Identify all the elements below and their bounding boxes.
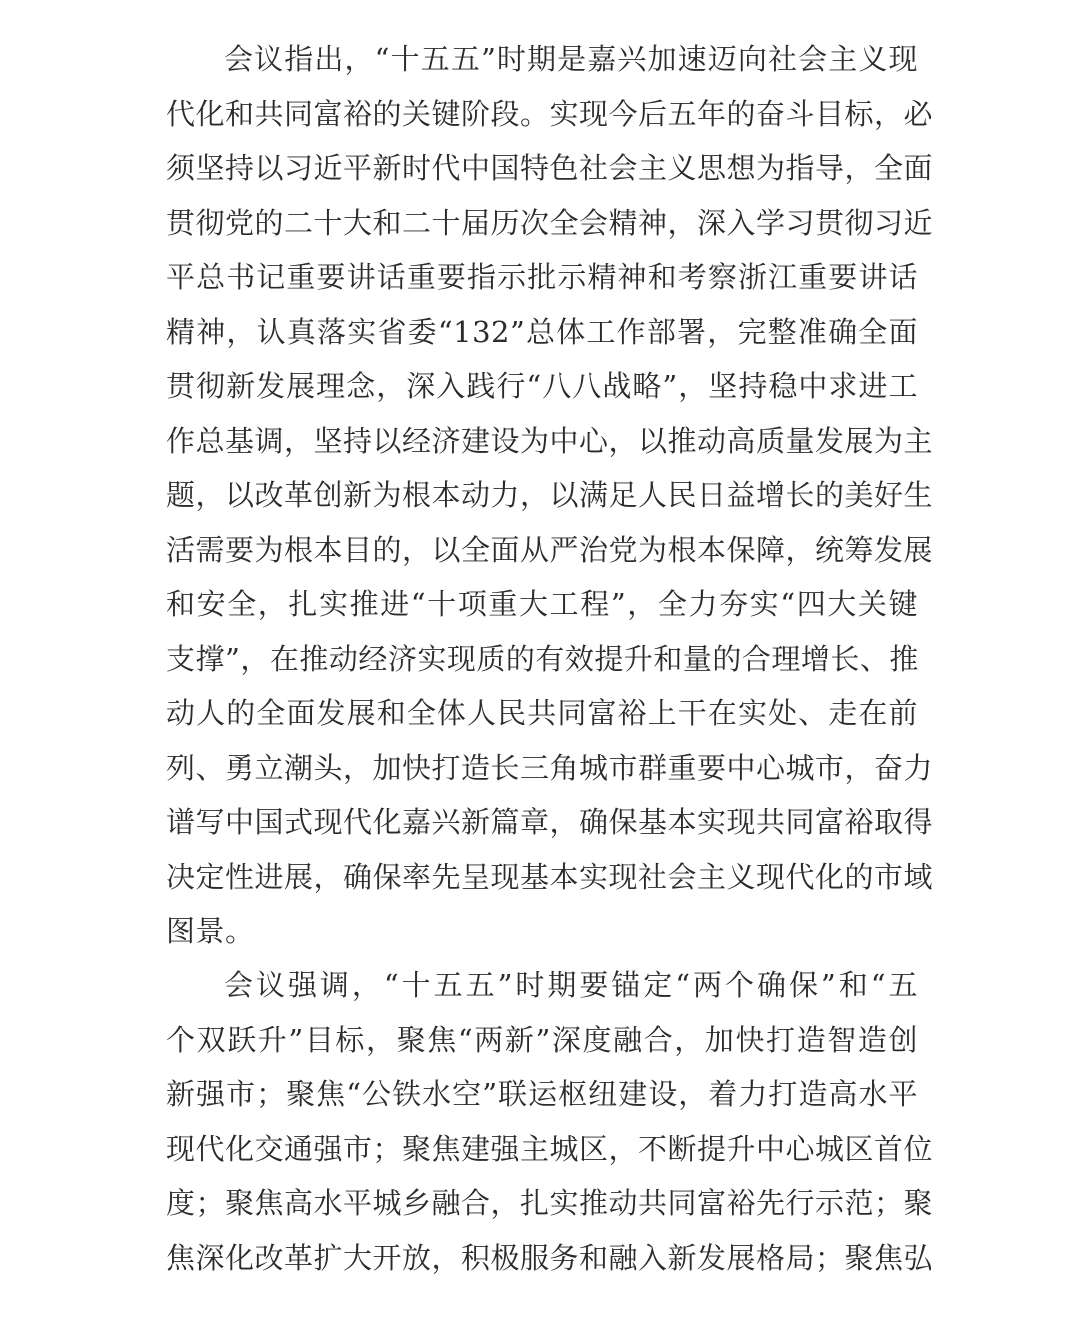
paragraph-line: 会议强调，“十五五”时期要锚定“两个确保”和“五 [224,968,918,1002]
paragraph-line: 度；聚焦高水平城乡融合，扎实推动共同富裕先行示范；聚 [166,1186,934,1220]
paragraph-line: 和安全，扎实推进“十项重大工程”，全力夯实“四大关键 [166,587,918,621]
paragraph-line: 新强市；聚焦“公铁水空”联运枢纽建设，着力打造高水平 [166,1077,918,1111]
paragraph-line: 贯彻党的二十大和二十届历次全会精神，深入学习贯彻习近 [166,205,934,240]
paragraph-line: 精神，认真落实省委“132”总体工作部署，完整准确全面 [166,314,918,349]
paragraph-line: 题，以改革创新为根本动力，以满足人民日益增长的美好生 [166,478,934,512]
paragraph-line: 活需要为根本目的，以全面从严治党为根本保障，统筹发展 [166,532,934,567]
paragraph-line: 列、勇立潮头，加快打造长三角城市群重要中心城市，奋力 [166,750,934,785]
paragraph-line: 平总书记重要讲话重要指示批示精神和考察浙江重要讲话 [166,260,918,294]
paragraph-line: 代化和共同富裕的关键阶段。实现今后五年的奋斗目标，必 [166,96,934,131]
paragraph-line: 谱写中国式现代化嘉兴新篇章，确保基本实现共同富裕取得 [166,805,934,839]
paragraph-line: 决定性进展，确保率先呈现基本实现社会主义现代化的市域 [166,859,934,894]
paragraph-line: 作总基调，坚持以经济建设为中心，以推动高质量发展为主 [166,423,934,458]
paragraph-line: 个双跃升”目标，聚焦“两新”深度融合，加快打造智造创 [166,1022,918,1057]
paragraph-line: 支撑”，在推动经济实现质的有效提升和量的合理增长、推 [166,641,919,676]
paragraph-meeting-emphasized [166,958,934,1285]
paragraph-line: 焦深化改革扩大开放，积极服务和融入新发展格局；聚焦弘 [166,1240,934,1275]
paragraph-line: 动人的全面发展和全体人民共同富裕上干在实处、走在前 [166,696,918,730]
paragraph-line: 现代化交通强市；聚焦建强主城区，不断提升中心城区首位 [166,1131,934,1166]
paragraph-meeting-pointed-out [166,32,934,959]
paragraph-line: 会议指出，“十五五”时期是嘉兴加速迈向社会主义现 [224,42,918,76]
paragraph-line: 贯彻新发展理念，深入践行“八八战略”，坚持稳中求进工 [166,369,918,403]
paragraph-line: 图景。 [166,914,255,948]
paragraph-line: 须坚持以习近平新时代中国特色社会主义思想为指导，全面 [166,151,934,185]
